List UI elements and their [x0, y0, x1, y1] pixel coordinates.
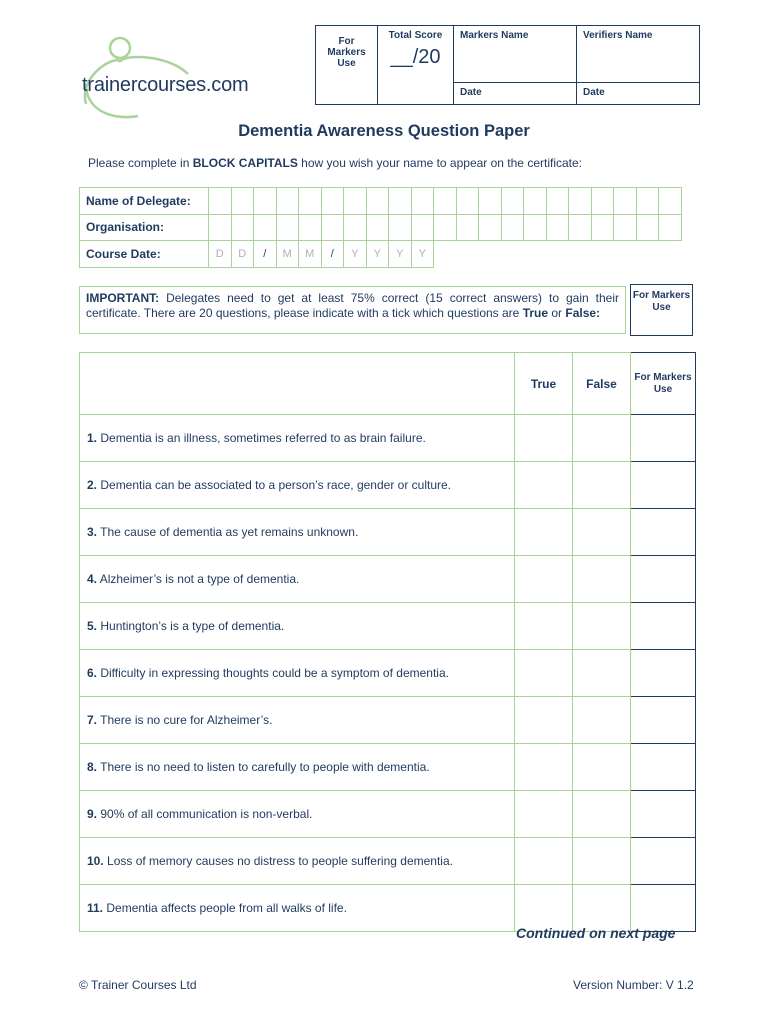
- marker-cell[interactable]: [631, 603, 696, 650]
- org-cell[interactable]: [254, 214, 277, 241]
- true-checkbox[interactable]: [515, 838, 573, 885]
- important-label: IMPORTANT:: [86, 291, 160, 305]
- question-body: Loss of memory causes no distress to people suffering dementia.: [103, 854, 453, 868]
- question-text: [80, 838, 515, 885]
- question-body: Difficulty in expressing thoughts could be a symptom of dementia.: [97, 666, 449, 680]
- organisation-label: Organisation:: [80, 214, 209, 241]
- org-cell[interactable]: [456, 214, 479, 241]
- org-cell[interactable]: [636, 214, 659, 241]
- name-cell[interactable]: [659, 188, 682, 215]
- true-checkbox[interactable]: [515, 509, 573, 556]
- name-cell[interactable]: [479, 188, 502, 215]
- date-separator: /: [254, 241, 277, 268]
- question-number: 9.: [87, 807, 98, 821]
- continued-note: Continued on next page: [516, 925, 676, 941]
- instruction-text: [88, 156, 582, 170]
- total-score-label: Total Score: [388, 30, 443, 41]
- question-row: [80, 791, 696, 838]
- total-score-cell: [378, 26, 454, 105]
- date-cell[interactable]: Y: [389, 241, 412, 268]
- question-number: 2.: [87, 478, 98, 492]
- true-checkbox[interactable]: [515, 556, 573, 603]
- name-cell[interactable]: [254, 188, 277, 215]
- name-cell[interactable]: [209, 188, 232, 215]
- true-word: True: [522, 306, 549, 320]
- true-checkbox[interactable]: [515, 415, 573, 462]
- org-cell[interactable]: [389, 214, 412, 241]
- important-notice: [79, 286, 626, 334]
- true-checkbox[interactable]: [515, 744, 573, 791]
- question-text: [80, 791, 515, 838]
- name-cell[interactable]: [434, 188, 457, 215]
- questions-table: [79, 352, 696, 932]
- question-body: Huntington’s is a type of dementia.: [97, 619, 285, 633]
- question-header-blank: [80, 353, 515, 415]
- date-cell[interactable]: D: [231, 241, 254, 268]
- question-row: [80, 509, 696, 556]
- date-cell[interactable]: D: [209, 241, 232, 268]
- name-cell[interactable]: [456, 188, 479, 215]
- name-cell[interactable]: [321, 188, 344, 215]
- question-text: [80, 556, 515, 603]
- marker-cell[interactable]: [631, 556, 696, 603]
- question-body: Dementia affects people from all walks of life.: [103, 901, 347, 915]
- true-checkbox[interactable]: [515, 791, 573, 838]
- question-row: [80, 603, 696, 650]
- name-cell[interactable]: [501, 188, 524, 215]
- question-number: 11.: [87, 901, 104, 915]
- name-cell[interactable]: [591, 188, 614, 215]
- for-markers-use-label: For Markers Use: [316, 26, 378, 105]
- org-cell[interactable]: [321, 214, 344, 241]
- markers-date-field[interactable]: Date: [454, 83, 577, 105]
- false-checkbox[interactable]: [573, 697, 631, 744]
- name-cell[interactable]: [524, 188, 547, 215]
- question-text: [80, 885, 515, 932]
- question-body: There is no need to listen to carefully to people with dementia.: [97, 760, 430, 774]
- instruction-bold: BLOCK CAPITALS: [192, 156, 298, 170]
- question-number: 4.: [87, 572, 98, 586]
- course-date-label: Course Date:: [80, 241, 209, 268]
- markers-name-field[interactable]: Markers Name: [454, 26, 577, 83]
- name-cell[interactable]: [411, 188, 434, 215]
- false-checkbox[interactable]: [573, 603, 631, 650]
- copyright-text: © Trainer Courses Ltd: [79, 978, 197, 992]
- marker-cell[interactable]: [631, 509, 696, 556]
- question-body: The cause of dementia as yet remains unknown.: [97, 525, 359, 539]
- true-header: True: [515, 353, 573, 415]
- delegate-details-grid: [79, 187, 682, 268]
- org-cell[interactable]: [276, 214, 299, 241]
- false-checkbox[interactable]: [573, 791, 631, 838]
- date-cell[interactable]: M: [299, 241, 322, 268]
- false-checkbox[interactable]: [573, 838, 631, 885]
- question-number: 8.: [87, 760, 98, 774]
- true-checkbox[interactable]: [515, 650, 573, 697]
- false-word: False:: [565, 306, 601, 320]
- question-text: [80, 744, 515, 791]
- question-text: [80, 509, 515, 556]
- date-cell[interactable]: Y: [344, 241, 367, 268]
- false-checkbox[interactable]: [573, 462, 631, 509]
- or-word: or: [548, 306, 566, 320]
- organisation-row: [80, 214, 682, 241]
- org-cell[interactable]: [659, 214, 682, 241]
- question-text: [80, 462, 515, 509]
- question-body: Dementia can be associated to a person’s race, gender or culture.: [97, 478, 451, 492]
- score-value: __/20: [390, 46, 441, 68]
- question-body: 90% of all communication is non-verbal.: [97, 807, 313, 821]
- false-checkbox[interactable]: [573, 415, 631, 462]
- org-cell[interactable]: [501, 214, 524, 241]
- org-cell[interactable]: [209, 214, 232, 241]
- true-checkbox[interactable]: [515, 697, 573, 744]
- question-number: 1.: [87, 431, 98, 445]
- important-text: Delegates need to get at least 75% correct (15 correct answers) to gain their certificate. There are 20 questions, please indicate with a tick which questions are: [86, 291, 619, 320]
- org-cell[interactable]: [299, 214, 322, 241]
- question-number: 7.: [87, 713, 98, 727]
- name-cell[interactable]: [636, 188, 659, 215]
- important-markers-use: For Markers Use: [630, 284, 693, 336]
- marker-cell[interactable]: [631, 791, 696, 838]
- question-text: [80, 603, 515, 650]
- markers-use-header: For Markers Use: [631, 353, 696, 415]
- name-cell[interactable]: [344, 188, 367, 215]
- name-cell[interactable]: [299, 188, 322, 215]
- name-of-delegate-label: Name of Delegate:: [80, 188, 209, 215]
- false-checkbox[interactable]: [573, 509, 631, 556]
- marker-cell[interactable]: [631, 697, 696, 744]
- question-row: [80, 462, 696, 509]
- name-cell[interactable]: [389, 188, 412, 215]
- date-cell[interactable]: Y: [411, 241, 434, 268]
- question-text: [80, 415, 515, 462]
- false-checkbox[interactable]: [573, 744, 631, 791]
- org-cell[interactable]: [591, 214, 614, 241]
- false-header: False: [573, 353, 631, 415]
- verifiers-name-field[interactable]: Verifiers Name: [577, 26, 700, 83]
- true-checkbox[interactable]: [515, 462, 573, 509]
- name-cell[interactable]: [614, 188, 637, 215]
- question-row: [80, 650, 696, 697]
- version-number: Version Number: V 1.2: [573, 978, 694, 992]
- logo-text: trainercourses.com: [82, 74, 249, 96]
- org-cell[interactable]: [546, 214, 569, 241]
- false-checkbox[interactable]: [573, 556, 631, 603]
- name-cell[interactable]: [231, 188, 254, 215]
- question-number: 6.: [87, 666, 98, 680]
- question-number: 3.: [87, 525, 98, 539]
- question-row: [80, 838, 696, 885]
- question-number: 10.: [87, 854, 104, 868]
- question-body: There is no cure for Alzheimer’s.: [97, 713, 273, 727]
- question-row: [80, 744, 696, 791]
- org-cell[interactable]: [411, 214, 434, 241]
- question-row: [80, 697, 696, 744]
- name-cell[interactable]: [569, 188, 592, 215]
- date-separator: /: [321, 241, 344, 268]
- marker-cell[interactable]: [631, 650, 696, 697]
- question-body: Alzheimer’s is not a type of dementia.: [97, 572, 300, 586]
- org-cell[interactable]: [569, 214, 592, 241]
- org-cell[interactable]: [479, 214, 502, 241]
- date-cell[interactable]: M: [276, 241, 299, 268]
- page-title: Dementia Awareness Question Paper: [238, 122, 530, 140]
- question-body: Dementia is an illness, sometimes referred to as brain failure.: [97, 431, 426, 445]
- org-cell[interactable]: [434, 214, 457, 241]
- org-cell[interactable]: [231, 214, 254, 241]
- question-row: [80, 556, 696, 603]
- marker-cell[interactable]: [631, 744, 696, 791]
- marker-cell[interactable]: [631, 415, 696, 462]
- name-row: [80, 188, 682, 215]
- date-cell[interactable]: Y: [366, 241, 389, 268]
- verifiers-date-field[interactable]: Date: [577, 83, 700, 105]
- question-text: [80, 697, 515, 744]
- instruction-pre: Please complete in: [88, 156, 193, 170]
- org-cell[interactable]: [344, 214, 367, 241]
- questions-header-row: [80, 353, 696, 415]
- name-cell[interactable]: [546, 188, 569, 215]
- org-cell[interactable]: [614, 214, 637, 241]
- name-cell[interactable]: [366, 188, 389, 215]
- org-cell[interactable]: [366, 214, 389, 241]
- marker-score-box: [315, 25, 700, 105]
- marker-cell[interactable]: [631, 462, 696, 509]
- question-number: 5.: [87, 619, 98, 633]
- question-row: [80, 415, 696, 462]
- course-date-row: [80, 241, 682, 268]
- name-cell[interactable]: [276, 188, 299, 215]
- true-checkbox[interactable]: [515, 603, 573, 650]
- question-text: [80, 650, 515, 697]
- false-checkbox[interactable]: [573, 650, 631, 697]
- marker-cell[interactable]: [631, 838, 696, 885]
- instruction-post: how you wish your name to appear on the certificate:: [297, 156, 582, 170]
- org-cell[interactable]: [524, 214, 547, 241]
